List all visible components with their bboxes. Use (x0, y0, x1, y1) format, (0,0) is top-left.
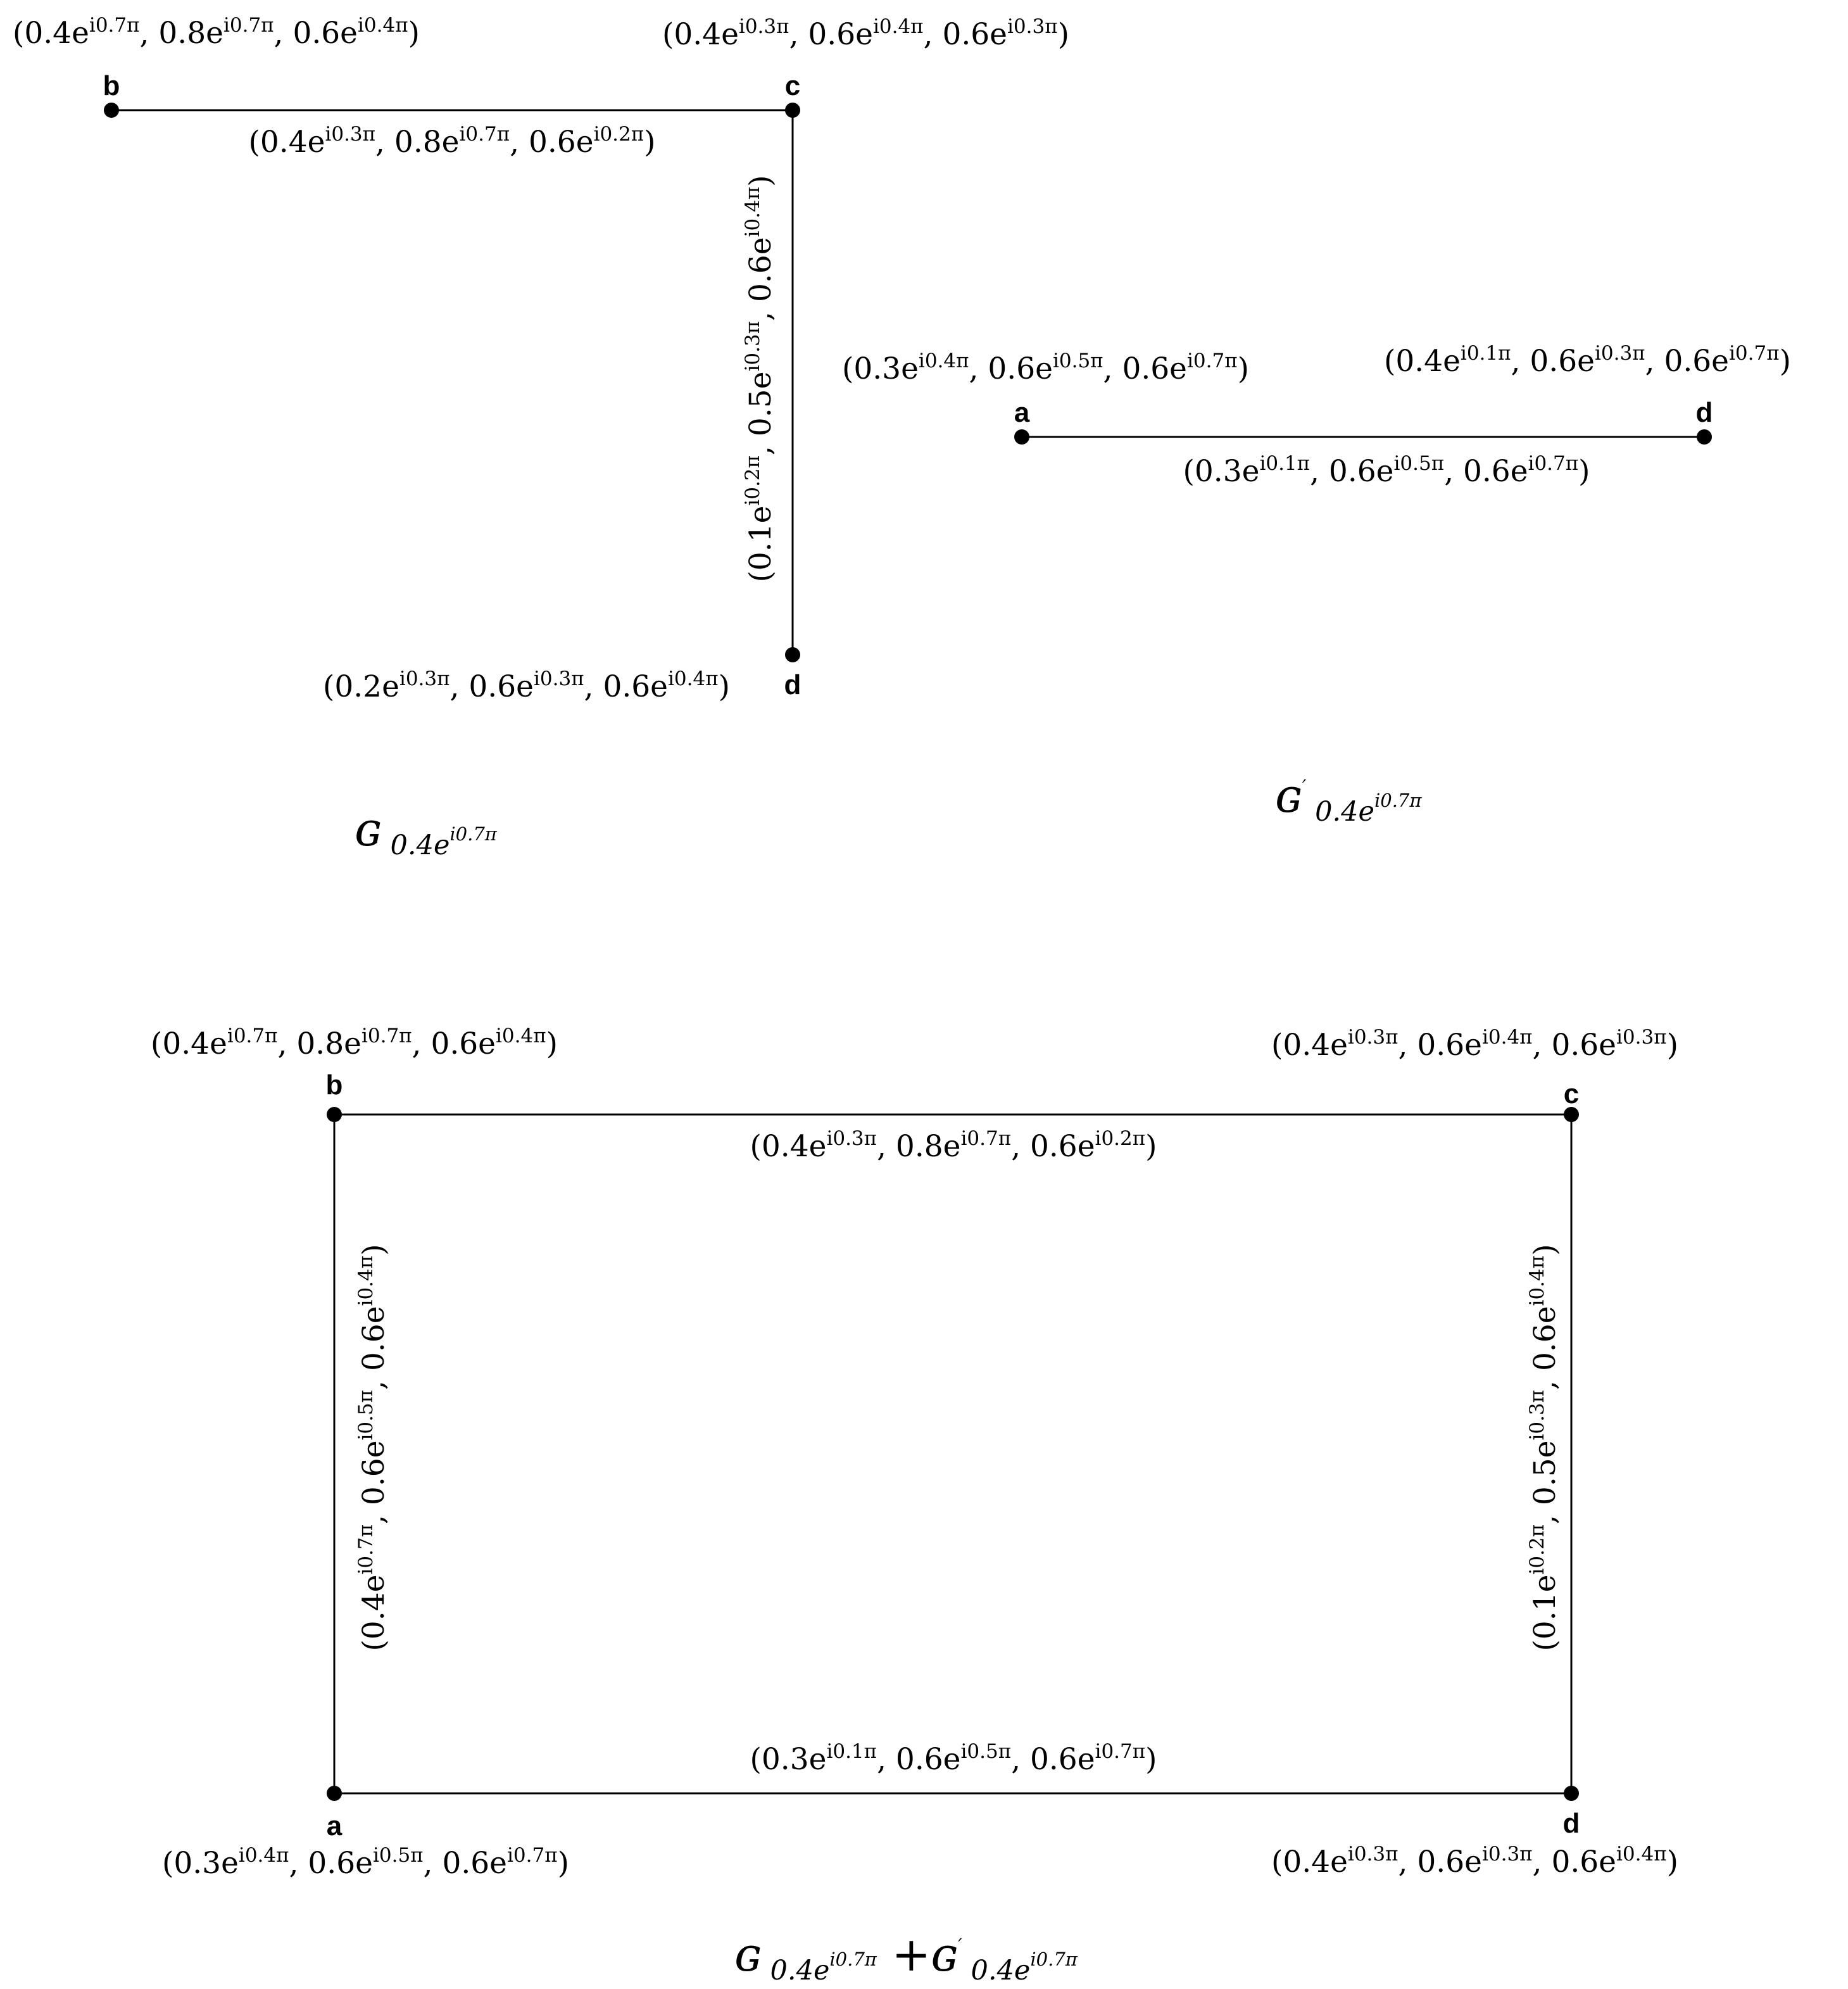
tuple-magnitude: 0.6e (1029, 1129, 1095, 1164)
tuple-separator: , (1011, 1742, 1030, 1777)
tuple-exponent: i0.3π (1347, 1843, 1399, 1866)
tuple-exponent: i0.4π (355, 1255, 377, 1306)
tuple-paren: ( (162, 1846, 174, 1881)
tuple-separator: , (273, 16, 293, 51)
tuple-exponent: i0.3π (738, 15, 789, 38)
tuple-paren: ) (356, 1244, 391, 1256)
g2-title (1275, 769, 1422, 828)
tuple-exponent: i0.5π (960, 1740, 1012, 1763)
tuple-paren: ) (1779, 344, 1791, 379)
tuple-exponent: i0.7π (227, 1025, 278, 1047)
tuple-separator: , (1444, 454, 1463, 489)
tuple-separator: , (510, 125, 529, 160)
tuple-exponent: i0.1π (1460, 342, 1511, 365)
tuple-exponent: i0.7π (507, 1844, 558, 1867)
tuple-paren: ) (1237, 351, 1249, 386)
title-symbol: ɢ (1275, 769, 1302, 823)
tuple-magnitude: 0.4e (1283, 1028, 1348, 1063)
tuple-magnitude: 0.4e (1283, 1845, 1348, 1879)
tuple-separator: , (1532, 1028, 1552, 1063)
tuple-paren: ) (1578, 454, 1590, 489)
tuple-exponent: i0.2π (741, 455, 764, 506)
tuple-exponent: i0.4π (1481, 1026, 1533, 1049)
g1-node-value-b (13, 14, 420, 51)
tuple-exponent: i0.2π (1526, 1524, 1549, 1575)
g2-node-letter-d: d (1695, 397, 1713, 428)
g1-node-letter-c: c (784, 70, 801, 101)
tuple-paren: ( (750, 1742, 762, 1777)
title-subscript: 0.4e (761, 1955, 830, 1986)
tuple-separator: , (584, 669, 603, 704)
tuple-exponent: i0.7π (1528, 452, 1579, 475)
tuple-separator: , (412, 1026, 431, 1061)
tuple-magnitude: 0.6e (1417, 1845, 1482, 1879)
tuple-paren: ( (662, 17, 674, 52)
tuple-exponent: i0.3π (1007, 15, 1058, 38)
tuple-separator: , (877, 1129, 896, 1164)
tuple-magnitude: 0.6e (743, 237, 778, 303)
title-prime: ′ (1302, 776, 1307, 797)
g1-node-letter-b: b (103, 70, 120, 101)
tuple-separator: , (423, 1846, 443, 1881)
tuple-magnitude: 0.5e (743, 371, 778, 437)
tuple-magnitude: 0.3e (761, 1742, 827, 1777)
g3-title (734, 1928, 1078, 1986)
tuple-magnitude: 0.8e (394, 125, 460, 160)
tuple-magnitude: 0.3e (173, 1846, 239, 1881)
tuple-magnitude: 0.6e (1328, 454, 1394, 489)
g1-node-d (785, 647, 800, 662)
tuple-separator: , (449, 669, 469, 704)
tuple-magnitude: 0.4e (761, 1129, 827, 1164)
tuple-exponent: i0.3π (1594, 342, 1645, 365)
tuple-exponent: i0.5π (1052, 350, 1103, 372)
tuple-magnitude: 0.6e (808, 17, 873, 52)
tuple-paren: ( (743, 571, 778, 583)
title-exponent: i0.7π (1374, 790, 1422, 811)
g3-node-value-c (1271, 1026, 1678, 1063)
tuple-exponent: i0.7π (960, 1127, 1012, 1150)
tuple-separator: , (139, 16, 159, 51)
tuple-exponent: i0.7π (459, 123, 510, 146)
title-exponent: i0.7π (829, 1948, 877, 1970)
tuple-paren: ( (248, 125, 260, 160)
g3-edge-label-c-d (1526, 1244, 1562, 1651)
tuple-separator: , (1528, 1505, 1562, 1524)
tuple-exponent: i0.7π (1187, 350, 1238, 372)
g2-edge-label-a-d (1183, 452, 1590, 489)
tuple-separator: , (375, 125, 394, 160)
title-exponent: i0.7π (449, 823, 497, 845)
g3-node-letter-d: d (1562, 1808, 1580, 1839)
tuple-exponent: i0.1π (1259, 452, 1311, 475)
tuple-exponent: i0.4π (918, 350, 969, 372)
tuple-separator: , (1310, 454, 1329, 489)
tuple-magnitude: 0.6e (895, 1742, 961, 1777)
g3-node-letter-a: a (326, 1810, 343, 1841)
tuple-exponent: i0.3π (1481, 1843, 1533, 1866)
tuple-magnitude: 0.6e (1029, 1742, 1095, 1777)
g3-edge-label-a-d (750, 1740, 1157, 1777)
tuple-exponent: i0.4π (741, 186, 764, 237)
tuple-paren: ) (1145, 1129, 1157, 1164)
tuple-exponent: i0.3π (1347, 1026, 1399, 1049)
tuple-magnitude: 0.6e (1551, 1028, 1616, 1063)
title-symbol: ɢ (355, 802, 382, 857)
tuple-exponent: i0.3π (826, 1127, 877, 1150)
tuple-paren: ) (557, 1846, 569, 1881)
tuple-separator: , (1645, 344, 1664, 379)
tuple-separator: , (743, 436, 778, 455)
tuple-paren: ) (1666, 1845, 1678, 1879)
tuple-magnitude: 0.6e (308, 1846, 373, 1881)
title-subscript: 0.4e (1306, 796, 1374, 828)
tuple-magnitude: 0.5e (1528, 1440, 1562, 1506)
tuple-separator: , (1528, 1371, 1562, 1390)
tuple-magnitude: 0.8e (296, 1026, 361, 1061)
tuple-paren: ( (13, 16, 25, 51)
tuple-paren: ( (1528, 1639, 1562, 1651)
g3-node-value-a (162, 1844, 569, 1881)
g3-node-letter-c: c (1563, 1078, 1580, 1109)
tuple-exponent: i0.7π (1095, 1740, 1146, 1763)
tuple-exponent: i0.3π (533, 667, 584, 690)
g1-node-value-c (662, 15, 1069, 52)
tuple-paren: ( (1183, 454, 1195, 489)
tuple-paren: ) (743, 175, 778, 187)
title-prime-2: ′ (958, 1935, 962, 1956)
tuple-exponent: i0.7π (89, 14, 140, 37)
g3-node-value-b (151, 1025, 558, 1061)
tuple-magnitude: 0.6e (292, 16, 358, 51)
tuple-separator: , (289, 1846, 308, 1881)
tuple-exponent: i0.3π (1526, 1389, 1549, 1441)
tuple-exponent: i0.2π (1095, 1127, 1146, 1150)
tuple-magnitude: 0.6e (356, 1306, 391, 1372)
tuple-magnitude: 0.6e (356, 1440, 391, 1506)
tuple-exponent: i0.4π (668, 667, 719, 690)
tuple-exponent: i0.4π (872, 15, 924, 38)
tuple-exponent: i0.5π (1393, 452, 1445, 475)
g1-edge-label-c-d (741, 175, 778, 583)
tuple-separator: , (743, 302, 778, 321)
g2-node-a (1014, 429, 1029, 445)
title-plus: + (876, 1928, 931, 1982)
title-subscript-2: 0.4e (962, 1955, 1031, 1986)
tuple-magnitude: 0.6e (528, 125, 594, 160)
tuple-exponent: i0.2π (593, 123, 644, 146)
tuple-paren: ) (1528, 1244, 1562, 1256)
tuple-magnitude: 0.6e (1530, 344, 1595, 379)
tuple-magnitude: 0.3e (853, 351, 919, 386)
tuple-magnitude: 0.6e (468, 669, 534, 704)
title-symbol: ɢ (734, 1928, 762, 1982)
tuple-paren: ( (1384, 344, 1396, 379)
g3-edge-label-b-c (750, 1127, 1157, 1164)
tuple-separator: , (923, 17, 943, 52)
tuple-separator: , (789, 17, 808, 52)
tuple-exponent: i0.3π (741, 320, 764, 372)
tuple-magnitude: 0.6e (1122, 351, 1187, 386)
tuple-exponent: i0.7π (223, 14, 274, 37)
g3-node-d (1564, 1786, 1579, 1801)
tuple-magnitude: 0.4e (162, 1026, 227, 1061)
tuple-separator: , (969, 351, 988, 386)
title-exponent-2: i0.7π (1030, 1948, 1078, 1970)
tuple-paren: ) (718, 669, 730, 704)
tuple-magnitude: 0.8e (895, 1129, 961, 1164)
g1-node-b (104, 103, 119, 118)
tuple-magnitude: 0.6e (1528, 1306, 1562, 1372)
tuple-paren: ) (1057, 17, 1069, 52)
titles-layer (355, 769, 1422, 1986)
title-subscript: 0.4e (381, 830, 450, 861)
tuple-magnitude: 0.6e (431, 1026, 496, 1061)
g1-title (355, 802, 498, 861)
tuple-magnitude: 0.1e (1528, 1574, 1562, 1640)
title-symbol-2: ɢ (931, 1928, 959, 1982)
tuple-paren: ( (323, 669, 335, 704)
tuple-separator: , (877, 1742, 896, 1777)
tuple-magnitude: 0.4e (24, 16, 89, 51)
tuple-magnitude: 0.4e (260, 125, 325, 160)
g1-node-c (785, 103, 800, 118)
tuple-separator: , (277, 1026, 297, 1061)
tuple-separator: , (1398, 1845, 1417, 1879)
tuple-separator: , (356, 1371, 391, 1390)
tuple-separator: , (1103, 351, 1122, 386)
tuple-exponent: i0.1π (826, 1740, 877, 1763)
tuple-separator: , (1511, 344, 1530, 379)
tuple-magnitude: 0.6e (1417, 1028, 1482, 1063)
tuple-exponent: i0.4π (1526, 1255, 1549, 1306)
tuple-magnitude: 0.8e (158, 16, 223, 51)
tuple-separator: , (1011, 1129, 1030, 1164)
tuple-exponent: i0.3π (399, 667, 450, 690)
tuple-exponent: i0.4π (496, 1025, 546, 1047)
tuple-magnitude: 0.4e (1395, 344, 1461, 379)
tuple-paren: ( (1271, 1028, 1283, 1063)
tuple-magnitude: 0.6e (603, 669, 668, 704)
g2-node-d (1697, 429, 1712, 445)
tuple-magnitude: 0.6e (988, 351, 1053, 386)
labels-layer (13, 14, 1791, 1881)
tuple-paren: ) (408, 16, 420, 51)
tuple-magnitude: 0.4e (674, 17, 739, 52)
g1-node-value-d (323, 667, 730, 704)
tuple-paren: ( (1271, 1845, 1283, 1879)
g1-node-letter-d: d (784, 669, 801, 700)
tuple-exponent: i0.7π (355, 1524, 377, 1575)
tuple-exponent: i0.3π (325, 123, 376, 146)
tuple-paren: ( (356, 1639, 391, 1651)
tuple-magnitude: 0.3e (1194, 454, 1260, 489)
tuple-exponent: i0.5π (355, 1389, 377, 1441)
tuple-exponent: i0.3π (1616, 1026, 1667, 1049)
g2-node-value-a (842, 350, 1249, 386)
g2-node-value-d (1384, 342, 1791, 379)
tuple-magnitude: 0.6e (1462, 454, 1528, 489)
g3-node-b (327, 1107, 342, 1122)
tuple-magnitude: 0.1e (743, 505, 778, 571)
tuple-paren: ) (644, 125, 656, 160)
tuple-exponent: i0.7π (1729, 342, 1780, 365)
g1-edge-label-b-c (249, 123, 656, 160)
tuple-paren: ( (151, 1026, 163, 1061)
tuple-separator: , (1398, 1028, 1417, 1063)
tuple-paren: ( (842, 351, 854, 386)
g3-node-letter-b: b (325, 1070, 343, 1101)
tuple-exponent: i0.4π (238, 1844, 289, 1867)
tuple-magnitude: 0.4e (356, 1574, 391, 1640)
tuple-magnitude: 0.2e (334, 669, 399, 704)
tuple-exponent: i0.7π (361, 1025, 412, 1047)
tuple-separator: , (356, 1505, 391, 1524)
tuple-paren: ( (750, 1129, 762, 1164)
g3-edge-label-b-a (355, 1244, 391, 1651)
tuple-separator: , (1532, 1845, 1552, 1879)
tuple-exponent: i0.4π (358, 14, 408, 37)
g2-node-letter-a: a (1014, 397, 1030, 428)
tuple-magnitude: 0.6e (1664, 344, 1729, 379)
tuple-paren: ) (1666, 1028, 1678, 1063)
tuple-exponent: i0.5π (372, 1844, 424, 1867)
tuple-magnitude: 0.6e (442, 1846, 507, 1881)
tuple-paren: ) (1145, 1742, 1157, 1777)
tuple-magnitude: 0.6e (942, 17, 1007, 52)
g3-node-value-d (1271, 1843, 1678, 1879)
tuple-exponent: i0.4π (1616, 1843, 1667, 1866)
g3-node-a (327, 1786, 342, 1801)
tuple-magnitude: 0.6e (1551, 1845, 1616, 1879)
tuple-paren: ) (546, 1026, 558, 1061)
